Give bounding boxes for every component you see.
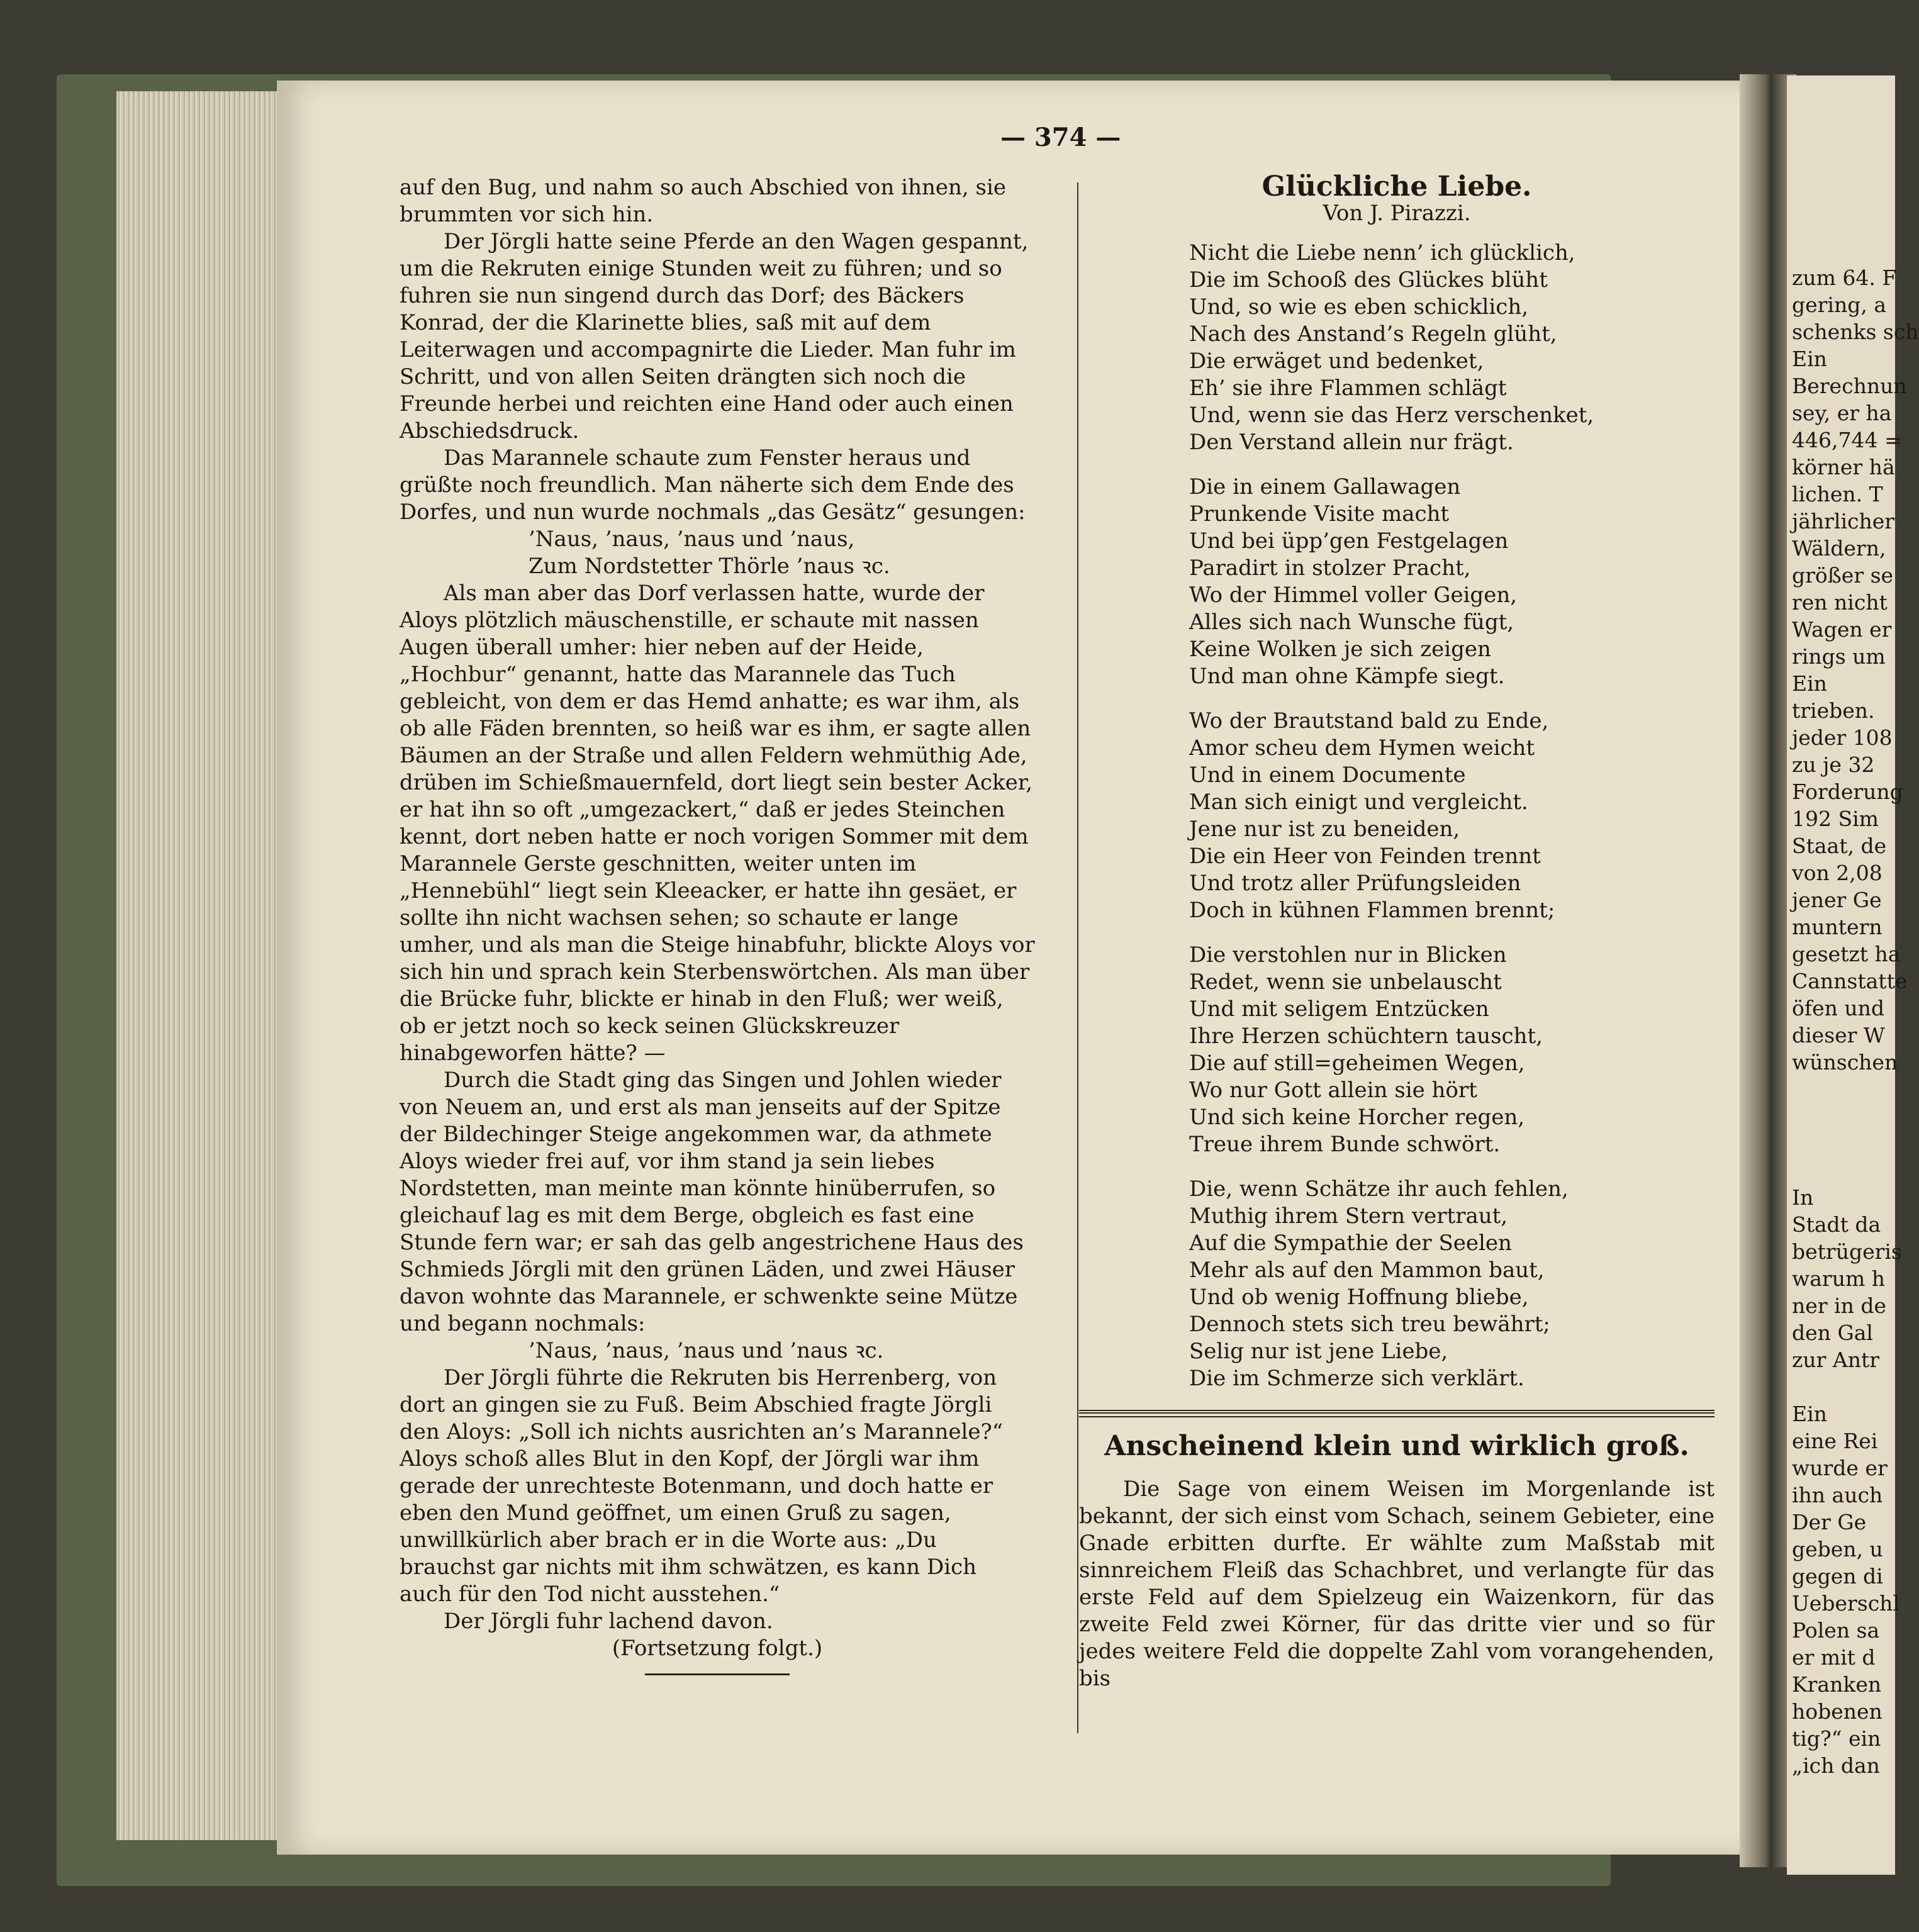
poem-stanza [1079,942,1715,1158]
fragment-line: wünschen [1792,1050,1898,1075]
fragment-line: Ueberschl [1792,1591,1899,1616]
fragment-line: trieben. [1792,698,1875,723]
fragment-line: 192 Sim [1792,807,1879,831]
poem-line: Die auf still=geheimen Wegen, [1189,1051,1525,1076]
fragment-line: rings um [1792,644,1886,669]
poem-line: Prunkende Visite macht [1189,501,1450,527]
poem-line: Nach des Anstand’s Regeln glüht, [1189,321,1557,347]
fragment-line: er mit d [1792,1645,1876,1670]
fragment-line: „ich dan [1792,1753,1880,1778]
poem-line: Muthig ihrem Stern vertraut, [1189,1203,1508,1229]
poem-line: Wo der Brautstand bald zu Ende, [1189,708,1549,734]
poem-line: Die erwäget und bedenket, [1189,349,1484,374]
poem-line: Man sich einigt und vergleicht. [1189,790,1528,815]
poem-line: Eh’ sie ihre Flammen schlägt [1189,376,1507,401]
fragment-line: ner in de [1792,1293,1886,1318]
section-rule [1079,1410,1715,1417]
poem-line: Mehr als auf den Mammon baut, [1189,1258,1545,1283]
fragment-line: Der Ge [1792,1510,1867,1534]
poem-line: Dennoch stets sich treu bewährt; [1189,1312,1550,1337]
poem-line: Wo nur Gott allein sie hört [1189,1078,1477,1103]
poem-line: Paradirt in stolzer Pracht, [1189,556,1471,581]
fragment-line: Wagen er [1792,617,1892,642]
fragment-line: In [1792,1185,1814,1210]
poem-line: Die in einem Gallawagen [1189,474,1461,500]
paragraph: Das Marannele schaute zum Fenster heraus und grüßte noch freundlich. Man näherte sich dem Ende des Dorfes, und nun wurde nochmals „das Gesätz“ gesungen: [400,445,1026,525]
fragment-line: jener Ge [1792,888,1882,912]
poem-line: Selig nur ist jene Liebe, [1189,1339,1448,1364]
poem-stanza [1079,474,1715,690]
fragment-line: hobenen [1792,1699,1883,1724]
next-page-lines [1792,264,1919,1779]
poem-line: Die ein Heer von Feinden trennt [1189,844,1541,869]
fragment-line: zum 64. F [1792,265,1897,290]
fragment-line: betrügeris [1792,1239,1902,1264]
fragment-line: ren nicht [1792,590,1888,615]
paragraph: Als man aber das Dorf verlassen hatte, wurde der Aloys plötzlich mäuschenstille, er schaute mit nassen Augen überall umher: hier neben auf der Heide, „Hochbur“ genannt, hatte das Marannele das Tuch gebleicht, von dem er das Hemd anhatte; es war ihm, als ob alle Fäden brennten, so heiß war es ihm, er sagte allen Bäumen an der Straße und allen Feldern wehmüthig Ade, drüben im Schießmauernfeld, dort liegt sein bester Acker, er hat ihn so oft „umgezackert,“ daß er jedes Steinchen kennt, dort neben hatte er noch vorigen Sommer mit dem Marannele Gerste geschnitten, weiter unten im „Hennebühl“ liegt sein Kleeacker, er hatte ihn gesäet, er sollte ihn nicht wachsen sehen; so schaute er lange umher, und als man die Steige hinabfuhr, blickte Aloys vor sich hin und sprach kein Sterbenswörtchen. Als man über die Brücke fuhr, blickte er hinab in den Fluß; wer weiß, ob er jetzt noch so keck seinen Glückskreuzer hinabgeworfen hätte? — [400,581,1035,1066]
poem-line: Auf die Sympathie der Seelen [1189,1231,1512,1256]
poem-line: Die, wenn Schätze ihr auch fehlen, [1189,1176,1569,1202]
poem-line: Und in einem Documente [1189,762,1466,788]
next-page-fragment [1787,75,1919,1875]
continuation-note: (Fortsetzung folgt.) [612,1636,823,1661]
poem-line: Alles sich nach Wunsche fügt, [1189,610,1514,635]
fragment-line: Cannstatte [1792,969,1908,993]
fragment-line: warum h [1792,1266,1885,1291]
fragment-line: lichen. T [1792,482,1883,506]
poem-line: Nicht die Liebe nenn’ ich glücklich, [1189,240,1575,265]
right-column [1079,170,1715,1692]
poem-line: Die im Schooß des Glückes blüht [1189,267,1548,293]
fragment-line: gering, a [1792,293,1887,317]
fragment-line [1792,1130,1919,1157]
fragment-line: den Gal [1792,1321,1873,1345]
poem-line: Wo der Himmel voller Geigen, [1189,583,1518,608]
poem-stanza [1079,240,1715,456]
poem-line: Treue ihrem Bunde schwört. [1189,1132,1501,1157]
fragment-line: Polen sa [1792,1618,1880,1643]
poem-line: Den Verstand allein nur frägt. [1189,430,1514,455]
fragment-line [1792,1076,1919,1103]
left-column [400,174,1035,1675]
poem-line: Und man ohne Kämpfe siegt. [1189,664,1505,689]
verse-line: ’Naus, ’naus, ’naus und ’naus ꝛc. [529,1338,884,1363]
fragment-line [1792,1103,1919,1130]
fragment-line: sey, er ha [1792,401,1892,425]
fragment-line: Stadt da [1792,1212,1881,1237]
fragment-line: gegen di [1792,1564,1883,1589]
fragment-line: körner hä [1792,455,1895,479]
paragraph: Durch die Stadt ging das Singen und Johlen wieder von Neuem an, und erst als man jenseits auf der Spitze der Bildechinger Steige angekommen war, da athmete Aloys wieder frei auf, vor ihm stand ja sein liebes Nordstetten, man meinte man könnte hinüberrufen, so gleichauf lag es mit dem Berge, obgleich es fast eine Stunde fern war; er sah das gelb angestrichene Haus des Schmieds Jörgli mit den grünen Läden, und zwei Häuser davon wohnte das Marannele, er schwenkte seine Mütze und begann nochmals: [400,1068,1024,1336]
fragment-line: eine Rei [1792,1429,1878,1453]
fragment-line: 446,744 = [1792,428,1902,452]
poem-line: Die verstohlen nur in Blicken [1189,942,1507,968]
fragment-line: von 2,08 [1792,861,1883,885]
fragment-line: zur Antr [1792,1348,1880,1372]
poem-author: Von J. Pirazzi. [1323,201,1471,226]
poem-line: Und trotz aller Prüfungsleiden [1189,871,1521,896]
fragment-line: dieser W [1792,1023,1885,1047]
fragment-line: Forderung [1792,779,1903,804]
fragment-line: gesetzt ha [1792,942,1901,966]
fragment-line: tig?“ ein [1792,1726,1881,1751]
fragment-line: geben, u [1792,1537,1883,1561]
fragment-line: Kranken [1792,1672,1882,1697]
fragment-line: zu je 32 [1792,752,1875,777]
fragment-line: muntern [1792,915,1883,939]
paragraph: auf den Bug, und nahm so auch Abschied von ihnen, sie brummten vor sich hin. [400,175,1006,227]
poem-line: Ihre Herzen schüchtern tauscht, [1189,1024,1543,1049]
poem-title: Glückliche Liebe. [1262,170,1532,203]
poem-line: Und, wenn sie das Herz verschenket, [1189,403,1594,428]
fragment-line: Ein [1792,347,1827,371]
poem-line: Jene nur ist zu beneiden, [1189,817,1460,842]
fragment-line: ihn auch [1792,1483,1883,1507]
verse-line: Zum Nordstetter Thörle ’naus ꝛc. [529,554,890,579]
article-title: Anscheinend klein und wirklich groß. [1104,1430,1689,1462]
poem-line: Keine Wolken je sich zeigen [1189,637,1491,662]
section-separator [645,1673,790,1675]
poem-line: Und mit seligem Entzücken [1189,997,1489,1022]
poem-line: Amor scheu dem Hymen weicht [1189,735,1535,761]
fragment-line: Wäldern, [1792,536,1886,561]
column-rule [1077,182,1078,1733]
fragment-line: jährlicher [1792,509,1895,533]
paragraph: Der Jörgli fuhr lachend davon. [444,1609,773,1634]
fragment-line: Staat, de [1792,834,1887,858]
fragment-line [1792,1157,1919,1184]
poem-stanza [1079,708,1715,924]
poem-line: Und bei üpp’gen Festgelagen [1189,528,1509,554]
fragment-line: schenks sch [1792,320,1919,344]
paragraph: Der Jörgli hatte seine Pferde an den Wagen gespannt, um die Rekruten einige Stunden weit zu führen; und so fuhren sie nun singend durch das Dorf; des Bäckers Konrad, der die Klarinette blies, saß mit auf dem Leiterwagen und accompagnirte die Lieder. Man fuhr im Schritt, und von allen Seiten drängten sich noch die Freunde herbei und reichten eine Hand oder auch einen Abschiedsdruck. [400,229,1029,444]
fragment-line [1792,1373,1919,1400]
fragment-line: öfen und [1792,996,1884,1020]
fragment-line: Ein [1792,671,1827,696]
fragment-line: jeder 108 [1792,725,1893,750]
page-number: — 374 — [1000,123,1121,152]
poem-line: Und, so wie es eben schicklich, [1189,294,1529,320]
poem-line: Die im Schmerze sich verklärt. [1189,1366,1525,1391]
poem-line: Und sich keine Horcher regen, [1189,1105,1525,1130]
poem-stanza [1079,1176,1715,1392]
poem-body [1079,240,1715,1392]
poem-line: Redet, wenn sie unbelauscht [1189,969,1502,995]
fragment-line: größer se [1792,563,1894,588]
article-text: Die Sage von einem Weisen im Morgenlande ist bekannt, der sich einst vom Schach, seinem Gebieter, eine Gnade erbitten durfte. Er wählte zum Maßstab mit sinnreichem Fleiß das Schachbret, und verlangte für das erste Feld auf dem Spielzeug ein Waizenkorn, für das zweite Feld zwei Körner, für das dritte vier und so für jedes weitere Feld die doppelte Zahl vom vorangehenden, bis [1079,1477,1715,1691]
fragment-line: Ein [1792,1402,1827,1426]
paragraph: Der Jörgli führte die Rekruten bis Herrenberg, von dort an gingen sie zu Fuß. Beim Abschied fragte Jörgli den Aloys: „Soll ich nichts ausrichten an’s Marannele?“ Aloys schoß alles Blut in den Kopf, der Jörgli war ihm gerade der unrechteste Botenmann, und doch hatte er eben den Mund geöffnet, um einen Gruß zu sagen, unwillkürlich aber brach er in die Worte aus: „Du brauchst gar nichts mit ihm schwätzen, es kann Dich auch für den Tod nicht ausstehen.“ [400,1365,1004,1607]
fragment-line: wurde er [1792,1456,1888,1480]
fragment-line: Berechnun [1792,374,1907,398]
poem-line: Doch in kühnen Flammen brennt; [1189,898,1555,923]
page-edges [116,91,293,1840]
verse-line: ’Naus, ’naus, ’naus und ’naus, [529,527,855,552]
poem-line: Und ob wenig Hoffnung bliebe, [1189,1285,1529,1310]
